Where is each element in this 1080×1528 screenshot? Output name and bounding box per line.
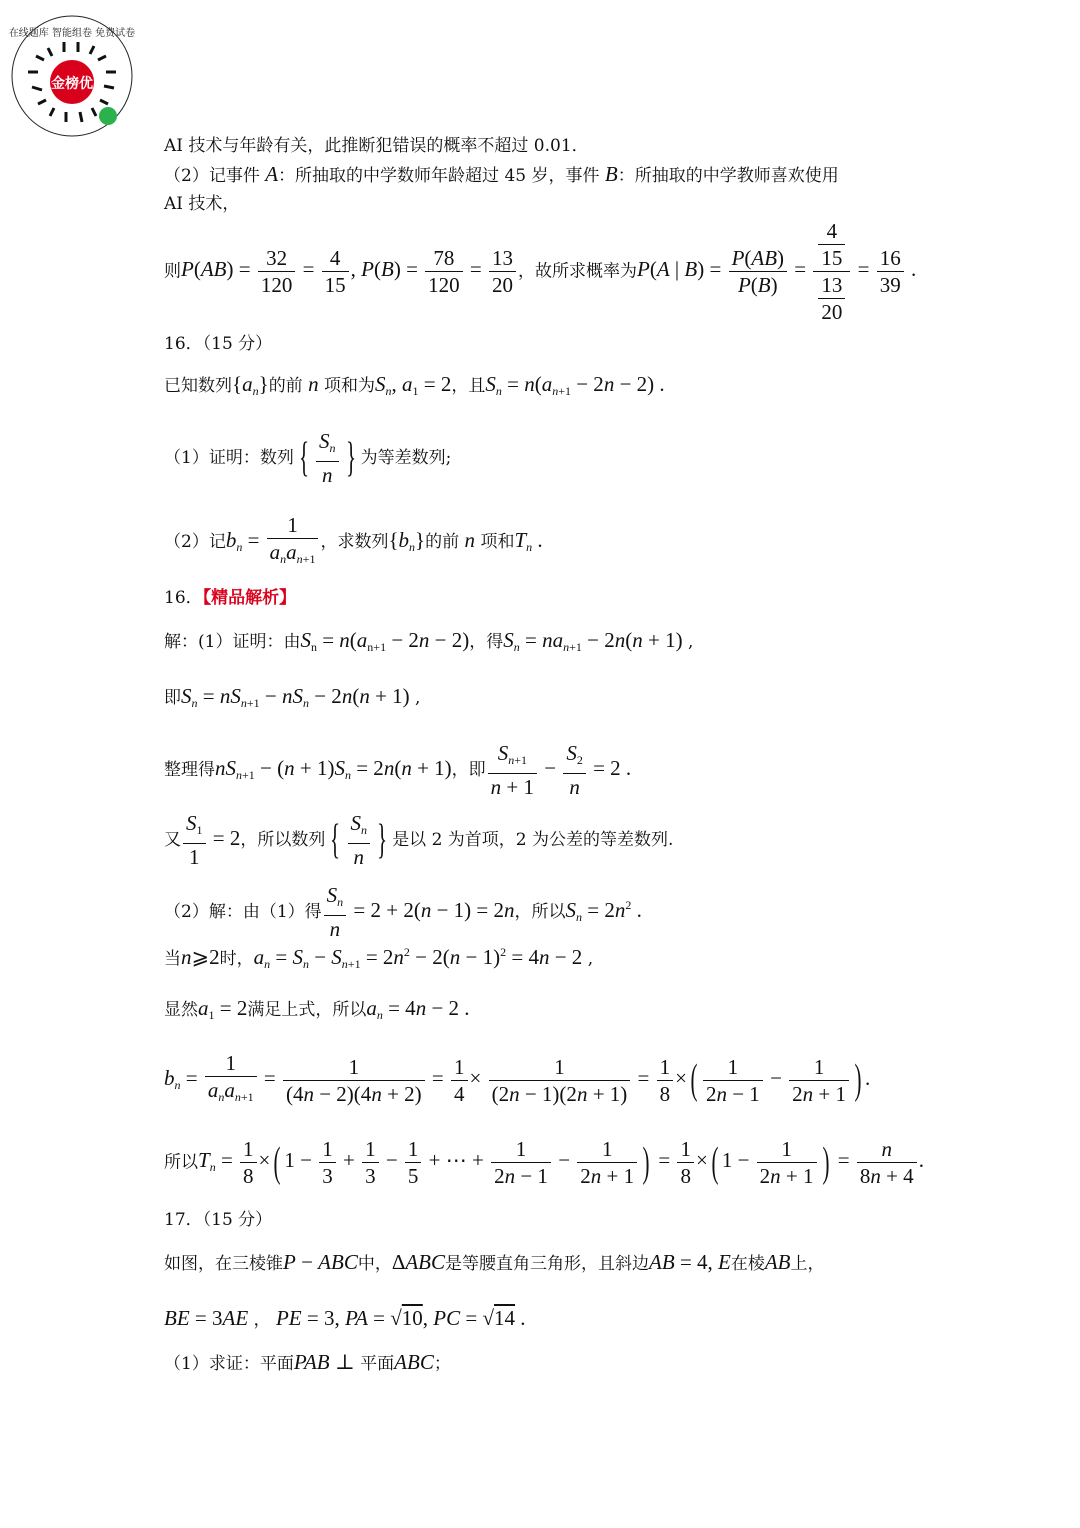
qr-logo-seal — [8, 12, 136, 140]
solution-line-4: 又 $\frac{S_1}{1}$ = 2，所以数列 { $\frac{S_n}{n}$ } 是以 2 为首项，2 为公差的等差数列. — [164, 811, 674, 869]
solution-line-1: 解：(1）证明：由$S_n = n(a_{n+1} - 2n - 2)$，得$S_n = na_{n+1} - 2n(n + 1)$ , — [164, 628, 694, 654]
solution-line-9: 所以$T_n$ = $\frac{1}{8}$ ×( 1 − $\frac{1}{3}$ + $\frac{1}{3}$ − $\frac{1}{5}$ + ⋯ + $\frac{1}{2n - 1}$ − $\frac{1}{2n + 1}$ ) = $\frac{1}{8}$ ×( 1 − $\frac{1}{2n + 1}$ ) = $\frac{n}{8n + 4}$ . — [164, 1137, 924, 1188]
probability-line: 则P(AB) = $\frac{32}{120}$ = $\frac{4}{15}$ , P(B) = $\frac{78}{120}$ = $\frac{13}{20}$ ，故所求概率为P(A | B) = $\frac{P(AB)}{P(B)}$ = $\frac{\frac{4}{15}}{\frac{13}{20}}$ = $\frac{16}{39}$ . — [164, 219, 917, 324]
question-17-part-1: （1）求证：平面PAB ⊥ 平面ABC； — [164, 1350, 451, 1374]
solution-16-header: 16．【精品解析】 — [164, 588, 297, 608]
text-line-2: （2）记事件 A：所抽取的中学数师年龄超过 45 岁，事件 B：所抽取的中学教师喜欢使用 — [164, 162, 839, 186]
svg-text:在线题库 智能组卷 免费试卷: 在线题库 智能组卷 免费试卷 — [8, 28, 136, 39]
solution-line-8: $b_n$ = $\frac{1}{a_na_{n+1}}$ = $\frac{1}{(4n - 2)(4n + 2)}$ = $\frac{1}{4}$ × $\frac{1}{(2n - 1)(2n + 1)}$ = $\frac{1}{8}$ ×( $\frac{1}{2n - 1}$ − $\frac{1}{2n + 1}$ ) . — [164, 1051, 871, 1106]
question-17-header: 17．（15 分） — [164, 1210, 273, 1230]
question-17-conditions: BE = 3AE ， PE = 3, PA = √10, PC = √14 . — [164, 1306, 526, 1330]
svg-text:金榜优: 金榜优 — [51, 76, 93, 92]
solution-line-5: （2）解：由（1）得 $\frac{S_n}{n}$ = 2 + 2(n − 1) = 2n，所以$S_n = 2n^2$ . — [164, 883, 642, 941]
solution-line-2: 即$S_n = nS_{n+1} - nS_n - 2n(n + 1)$ , — [164, 684, 421, 710]
text-line-3: AI 技术， — [164, 194, 240, 214]
solution-line-6: 当n⩾2时，$a_n = S_n - S_{n+1} = 2n^2 - 2(n - 1)^2 = 4n - 2$ , — [164, 945, 594, 971]
question-16-statement: 已知数列$\{a_n\}$的前 n 项和为$S_n$, $a_1 = 2$，且$S_n = n(a_{n+1} - 2n - 2)$ . — [164, 372, 665, 398]
question-16-header: 16．（15 分） — [164, 334, 273, 354]
solution-line-7: 显然$a_1 = 2$满足上式，所以$a_n = 4n - 2$ . — [164, 996, 470, 1022]
question-16-part-2: （2）记$b_n$ = $\frac{1}{a_na_{n+1}}$ ，求数列$\{b_n\}$的前 n 项和$T_n$ . — [164, 513, 543, 566]
question-17-statement: 如图，在三棱锥P − ABC中，ΔABC是等腰直角三角形，且斜边AB = 4, E在棱AB上， — [164, 1250, 825, 1274]
solution-line-3: 整理得$nS_{n+1} - (n + 1)S_n = 2n(n + 1)$，即 $\frac{S_{n+1}}{n + 1}$ − $\frac{S_2}{n}$ = 2 . — [164, 741, 632, 799]
text-line-1: AI 技术与年龄有关，此推断犯错误的概率不超过 0.01． — [164, 136, 589, 156]
question-16-part-1: （1）证明：数列 { $\frac{S_n}{n}$ } 为等差数列; — [164, 429, 452, 487]
